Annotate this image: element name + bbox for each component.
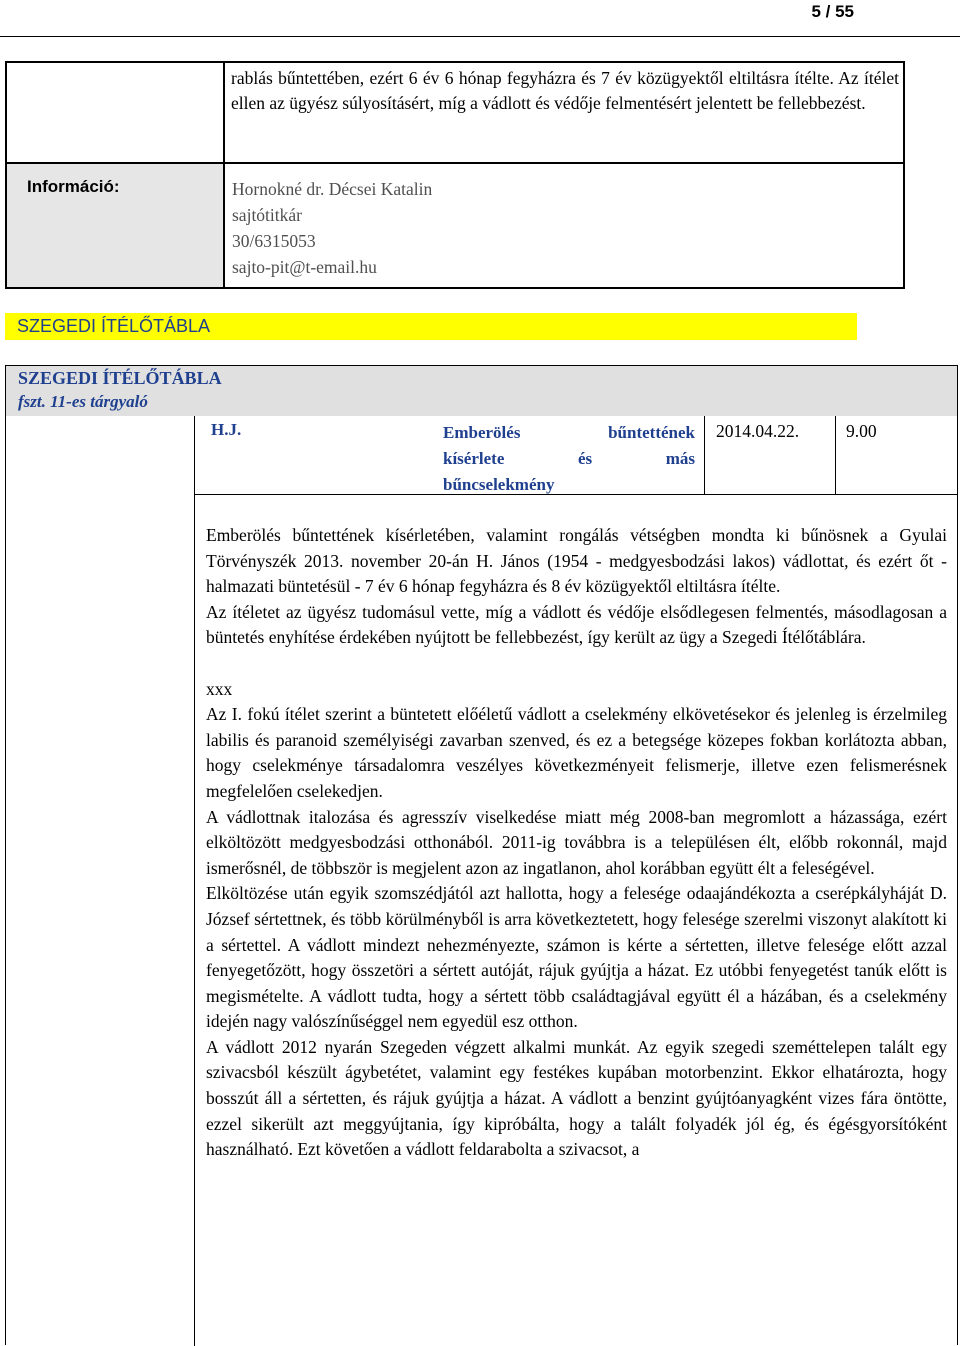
separator-text: xxx bbox=[206, 678, 233, 699]
previous-case-row bbox=[7, 63, 903, 164]
hearing-date: 2014.04.22. bbox=[716, 421, 800, 441]
crime-line: bűncselekmény bbox=[443, 475, 555, 494]
case-header bbox=[6, 366, 957, 416]
case-table bbox=[5, 365, 958, 1345]
paragraph: Az I. fokú ítélet szerint a büntetett előéletű vádlott a cselekmény elkövetésekor és jelenleg is érzelmileg labilis és paranoid személyiségi zavarban szenved, és ez a betegsége közepes fokban korlátozta abban, hogy cselekménye társadalomra veszélyes következményeit felismerje, illetve ezen felismerésnek megfelelően cselekedjen. bbox=[206, 704, 947, 801]
paragraph: Elköltözése után egyik szomszédjától azt hallotta, hogy a felesége odaajándékozta a cserépkályháját D. József sértettnek, és több körülményből is arra következtetett, hogy felesége szerelmi viszonyt alakított ki a sértettel. A vádlott mindezt nehezményezte, számon is kérte a sértetten, illetve felesége előtt azzal fenyegetőzött, hogy összetöri a sértett autóját, rájuk gyújtja a házat. Ez utóbbi fenyegetést tanúk előtt is megismételte. A vádlott tudta, hogy a sértett több családtagjával együtt él a házában, és a cselekmény idején nagy valószínűséggel nem egyedül esz otthon. bbox=[206, 883, 947, 1032]
contact-role: sajtótitkár bbox=[232, 205, 302, 225]
header-rule bbox=[0, 36, 960, 37]
contact-name: Hornokné dr. Décsei Katalin bbox=[232, 179, 433, 199]
crime-line: kísérlete és más bbox=[443, 449, 695, 468]
court-name: SZEGEDI ÍTÉLŐTÁBLA bbox=[18, 368, 222, 388]
contact-block bbox=[232, 176, 432, 280]
contact-phone: 30/6315053 bbox=[232, 231, 316, 251]
crime-description bbox=[443, 420, 695, 498]
previous-case-text: rablás bűntettében, ezért 6 év 6 hónap fegyházra és 7 év közügyektől eltiltásra ítélte. Az ítélet ellen az ügyész súlyosításért, míg a vádlott és védője felmentésért jelentett be fellebbezést. bbox=[231, 68, 899, 113]
contact-email[interactable]: sajto-pit@t-email.hu bbox=[232, 257, 377, 277]
table-divider bbox=[835, 416, 836, 494]
table-divider bbox=[194, 416, 195, 1346]
hearing-room: fszt. 11-es tárgyaló bbox=[18, 392, 148, 411]
contact-row bbox=[7, 164, 903, 287]
court-section-heading: SZEGEDI ÍTÉLŐTÁBLA bbox=[5, 313, 857, 340]
hearing-time: 9.00 bbox=[846, 421, 877, 441]
info-table bbox=[5, 61, 905, 289]
spacer bbox=[206, 651, 947, 677]
page-number: 5 / 55 bbox=[811, 2, 854, 21]
crime-line: Emberölés bűntettének bbox=[443, 423, 695, 442]
paragraph: Az ítéletet az ügyész tudomásul vette, míg a vádlott és védője elsődlegesen felmentés, másodlagosan a büntetés enyhítése érdekében nyújtott be fellebbezést, így került az ügy a Szegedi Ítélőtáblára. bbox=[206, 601, 947, 648]
paragraph: A vádlottnak italozása és agresszív viselkedése miatt még 2008-ban megromlott a házassága, ezért elköltözött medgyesbodzási otthonából. 2011-ig továbbra is a településen élt, előbb rokonnál, majd ismerősnél, de többször is megjelent azon az ingatlanon, ahol korábban együtt élt a feleségével. bbox=[206, 806, 947, 878]
empty-cell bbox=[7, 63, 225, 162]
paragraph: A vádlott 2012 nyarán Szegeden végzett alkalmi munkát. Az egyik szegedi szeméttelepen talált egy szivacsból készült ágybetétet, valamint egy festékes kupában motorbenzint. Ekkor elhatározta, hogy bosszút áll a sértetten, és rájuk gyújtja a házat. A vádlott a benzint gyújtóanyagként vizes fára öntötte, ezzel sikerült azt meggyújtania, így kipróbálta, hogy a talált folyadék jól ég, és égésgyorsítóként használható. Ezt követően a vádlott feldarabolta a szivacsot, a bbox=[206, 1036, 947, 1160]
info-label-cell bbox=[7, 164, 225, 287]
paragraph: Emberölés bűntettének kísérletében, valamint rongálás vétségben mondta ki bűnösnek a Gyulai Törvényszék 2013. november 20-án H. János (1954 - medgyesbodzási lakos) vádlottat, és ezért őt - halmazati büntetésül - 7 év 6 hónap fegyházra és 8 év közügyektől eltiltásra ítélte. bbox=[206, 525, 947, 597]
info-label: Információ: bbox=[27, 177, 120, 196]
table-divider bbox=[704, 416, 705, 494]
defendant-initials: H.J. bbox=[211, 420, 242, 439]
case-summary bbox=[206, 523, 947, 1163]
